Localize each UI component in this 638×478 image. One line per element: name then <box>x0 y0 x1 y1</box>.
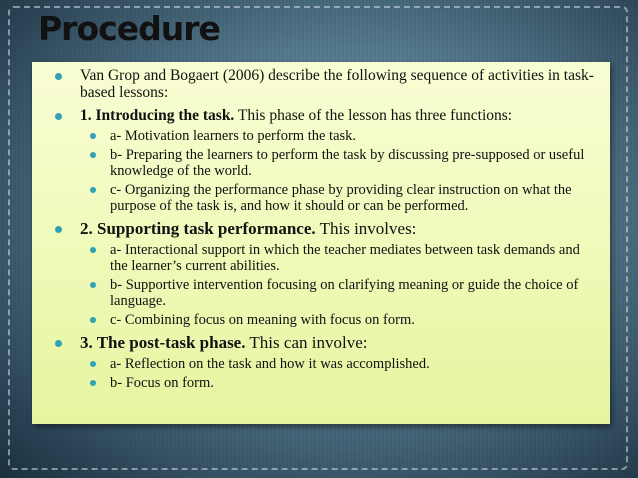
phase-text: This phase of the lesson has three functions: <box>234 107 513 124</box>
sub-bullet: c- Organizing the performance phase by providing clear instruction on what the purpose of the task is, and how it should or can be performed. <box>80 182 598 214</box>
phase-heading: 3. The post-task phase. <box>80 333 246 352</box>
phase-heading: 2. Supporting task performance. <box>80 219 316 238</box>
bullet-intro <box>54 67 598 101</box>
content-panel <box>32 62 610 424</box>
bullet-text: Van Grop and Bogaert (2006) describe the following sequence of activities in task-based lessons: <box>80 67 594 101</box>
slide-title: Procedure <box>38 9 220 48</box>
bullet-phase-3 <box>54 334 598 391</box>
sub-bullet: c- Combining focus on meaning with focus on form. <box>80 312 598 328</box>
sub-bullet: b- Preparing the learners to perform the task by discussing pre-supposed or useful knowledge of the world. <box>80 147 598 179</box>
sub-bullet: b- Supportive intervention focusing on clarifying meaning or guide the choice of language. <box>80 277 598 309</box>
phase-1-subitems <box>80 128 598 214</box>
sub-bullet: b- Focus on form. <box>80 375 598 391</box>
bullet-phase-1 <box>54 107 598 214</box>
phase-heading: 1. Introducing the task. <box>80 107 235 124</box>
sub-bullet: a- Motivation learners to perform the task. <box>80 128 598 144</box>
phase-2-subitems <box>80 242 598 328</box>
phase-text: This can involve: <box>245 333 368 352</box>
sub-bullet: a- Interactional support in which the teacher mediates between task demands and the learner’s current abilities. <box>80 242 598 274</box>
phase-3-subitems <box>80 356 598 391</box>
sub-bullet: a- Reflection on the task and how it was accomplished. <box>80 356 598 372</box>
phase-text: This involves: <box>315 219 417 238</box>
bullet-list <box>54 67 598 391</box>
bullet-phase-2 <box>54 220 598 328</box>
